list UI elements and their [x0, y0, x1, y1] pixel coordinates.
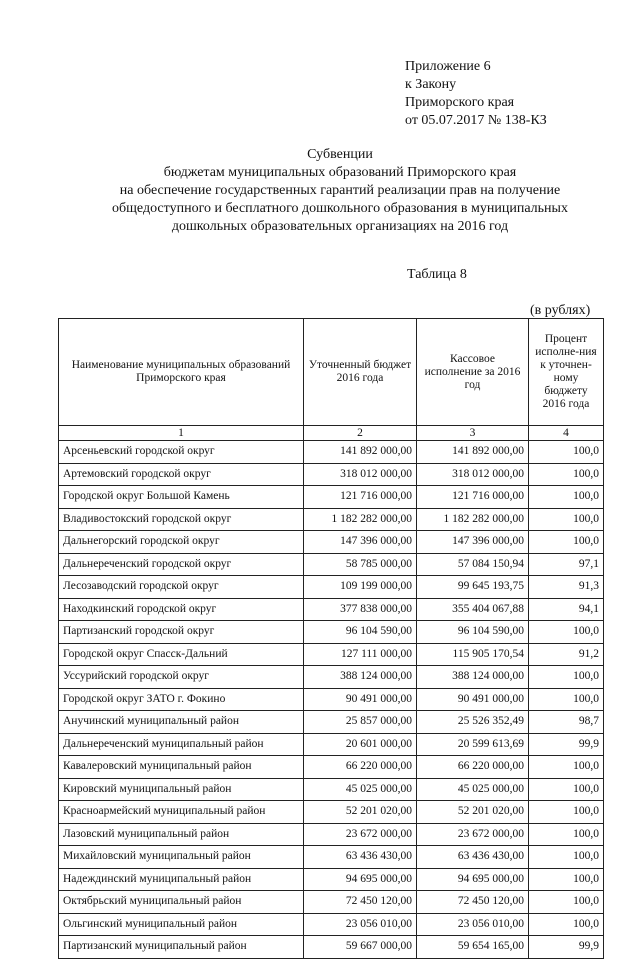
subventions-table [58, 318, 604, 959]
table-row [59, 621, 604, 644]
table-number: Таблица 8 [407, 267, 467, 282]
appendix-line-3: Приморского края [405, 95, 515, 110]
budget-cell: 72 450 120,00 [304, 891, 417, 914]
executed-cell: 20 599 613,69 [417, 733, 529, 756]
column-number-2: 2 [304, 426, 417, 441]
municipality-cell: Артемовский городской округ [59, 463, 304, 486]
table-row [59, 733, 604, 756]
budget-cell: 318 012 000,00 [304, 463, 417, 486]
percent-cell: 100,0 [529, 756, 604, 779]
municipality-cell: Партизанский муниципальный район [59, 936, 304, 959]
executed-cell: 115 905 170,54 [417, 643, 529, 666]
percent-cell: 91,2 [529, 643, 604, 666]
table-row [59, 598, 604, 621]
executed-cell: 59 654 165,00 [417, 936, 529, 959]
budget-cell: 63 436 430,00 [304, 846, 417, 869]
column-number-3: 3 [417, 426, 529, 441]
municipality-cell: Красноармейский муниципальный район [59, 801, 304, 824]
appendix-line-1: Приложение 6 [405, 59, 491, 74]
percent-cell: 100,0 [529, 913, 604, 936]
municipality-cell: Арсеньевский городской округ [59, 441, 304, 464]
municipality-cell: Дальнереченский городской округ [59, 553, 304, 576]
executed-cell: 45 025 000,00 [417, 778, 529, 801]
executed-cell: 23 056 010,00 [417, 913, 529, 936]
table-row [59, 553, 604, 576]
executed-cell: 94 695 000,00 [417, 868, 529, 891]
municipality-cell: Надеждинский муниципальный район [59, 868, 304, 891]
table-row [59, 891, 604, 914]
budget-cell: 96 104 590,00 [304, 621, 417, 644]
table-row [59, 441, 604, 464]
executed-cell: 121 716 000,00 [417, 486, 529, 509]
document-title [40, 146, 640, 236]
table-row [59, 936, 604, 959]
table-row [59, 801, 604, 824]
executed-cell: 66 220 000,00 [417, 756, 529, 779]
table-row [59, 508, 604, 531]
executed-cell: 72 450 120,00 [417, 891, 529, 914]
percent-cell: 100,0 [529, 621, 604, 644]
executed-cell: 52 201 020,00 [417, 801, 529, 824]
percent-cell: 100,0 [529, 666, 604, 689]
table-row [59, 868, 604, 891]
budget-cell: 59 667 000,00 [304, 936, 417, 959]
table-row [59, 643, 604, 666]
municipality-cell: Михайловский муниципальный район [59, 846, 304, 869]
budget-cell: 66 220 000,00 [304, 756, 417, 779]
executed-cell: 318 012 000,00 [417, 463, 529, 486]
municipality-cell: Кировский муниципальный район [59, 778, 304, 801]
executed-cell: 1 182 282 000,00 [417, 508, 529, 531]
percent-cell: 97,1 [529, 553, 604, 576]
budget-cell: 23 056 010,00 [304, 913, 417, 936]
percent-cell: 99,9 [529, 733, 604, 756]
percent-cell: 94,1 [529, 598, 604, 621]
executed-cell: 388 124 000,00 [417, 666, 529, 689]
percent-cell: 100,0 [529, 531, 604, 554]
municipality-cell: Уссурийский городской округ [59, 666, 304, 689]
municipality-cell: Городской округ Большой Камень [59, 486, 304, 509]
municipality-cell: Ольгинский муниципальный район [59, 913, 304, 936]
title-line-4: общедоступного и бесплатного дошкольного образования в муниципальных [112, 201, 568, 216]
title-line-5: дошкольных образовательных организациях на 2016 год [171, 219, 509, 234]
percent-cell: 100,0 [529, 688, 604, 711]
header-row [59, 319, 604, 426]
budget-cell: 147 396 000,00 [304, 531, 417, 554]
municipality-cell: Лазовский муниципальный район [59, 823, 304, 846]
executed-cell: 99 645 193,75 [417, 576, 529, 599]
municipality-cell: Владивостокский городской округ [59, 508, 304, 531]
percent-cell: 100,0 [529, 441, 604, 464]
budget-cell: 23 672 000,00 [304, 823, 417, 846]
municipality-cell: Находкинский городской округ [59, 598, 304, 621]
percent-cell: 100,0 [529, 486, 604, 509]
budget-cell: 20 601 000,00 [304, 733, 417, 756]
header-municipality: Наименование муниципальных образований Приморского края [59, 319, 304, 426]
title-line-3: на обеспечение государственных гарантий реализации прав на получение [119, 183, 561, 198]
table-row [59, 666, 604, 689]
municipality-cell: Анучинский муниципальный район [59, 711, 304, 734]
municipality-cell: Октябрьский муниципальный район [59, 891, 304, 914]
executed-cell: 96 104 590,00 [417, 621, 529, 644]
municipality-cell: Лесозаводский городской округ [59, 576, 304, 599]
column-number-4: 4 [529, 426, 604, 441]
table-row [59, 486, 604, 509]
column-number-row [59, 426, 604, 441]
appendix-line-4: от 05.07.2017 № 138-КЗ [405, 113, 547, 128]
title-line-1: Субвенции [307, 147, 373, 162]
executed-cell: 23 672 000,00 [417, 823, 529, 846]
municipality-cell: Партизанский городской округ [59, 621, 304, 644]
budget-cell: 141 892 000,00 [304, 441, 417, 464]
budget-cell: 52 201 020,00 [304, 801, 417, 824]
percent-cell: 100,0 [529, 778, 604, 801]
municipality-cell: Дальнегорский городской округ [59, 531, 304, 554]
table-row [59, 463, 604, 486]
budget-cell: 25 857 000,00 [304, 711, 417, 734]
header-executed: Кассовое исполнение за 2016 год [417, 319, 529, 426]
executed-cell: 147 396 000,00 [417, 531, 529, 554]
percent-cell: 100,0 [529, 891, 604, 914]
percent-cell: 99,9 [529, 936, 604, 959]
table-row [59, 823, 604, 846]
budget-cell: 377 838 000,00 [304, 598, 417, 621]
percent-cell: 98,7 [529, 711, 604, 734]
table-body [59, 441, 604, 959]
percent-cell: 100,0 [529, 868, 604, 891]
budget-cell: 127 111 000,00 [304, 643, 417, 666]
executed-cell: 90 491 000,00 [417, 688, 529, 711]
units-label: (в рублях) [530, 303, 591, 318]
municipality-cell: Кавалеровский муниципальный район [59, 756, 304, 779]
budget-cell: 388 124 000,00 [304, 666, 417, 689]
budget-cell: 94 695 000,00 [304, 868, 417, 891]
table-row [59, 778, 604, 801]
appendix-block [405, 58, 547, 130]
municipality-cell: Городской округ Спасск-Дальний [59, 643, 304, 666]
percent-cell: 91,3 [529, 576, 604, 599]
header-percent: Процент исполне-ния к уточнен-ному бюджету 2016 года [529, 319, 604, 426]
executed-cell: 141 892 000,00 [417, 441, 529, 464]
executed-cell: 57 084 150,94 [417, 553, 529, 576]
header-budget: Уточненный бюджет 2016 года [304, 319, 417, 426]
budget-cell: 45 025 000,00 [304, 778, 417, 801]
column-number-1: 1 [59, 426, 304, 441]
percent-cell: 100,0 [529, 508, 604, 531]
municipality-cell: Дальнереченский муниципальный район [59, 733, 304, 756]
budget-cell: 90 491 000,00 [304, 688, 417, 711]
appendix-line-2: к Закону [405, 77, 457, 92]
budget-cell: 109 199 000,00 [304, 576, 417, 599]
budget-cell: 1 182 282 000,00 [304, 508, 417, 531]
budget-cell: 58 785 000,00 [304, 553, 417, 576]
budget-cell: 121 716 000,00 [304, 486, 417, 509]
executed-cell: 63 436 430,00 [417, 846, 529, 869]
percent-cell: 100,0 [529, 463, 604, 486]
percent-cell: 100,0 [529, 801, 604, 824]
title-line-2: бюджетам муниципальных образований Приморского края [163, 165, 517, 180]
executed-cell: 25 526 352,49 [417, 711, 529, 734]
executed-cell: 355 404 067,88 [417, 598, 529, 621]
table-row [59, 913, 604, 936]
table-row [59, 531, 604, 554]
percent-cell: 100,0 [529, 823, 604, 846]
percent-cell: 100,0 [529, 846, 604, 869]
table-row [59, 688, 604, 711]
municipality-cell: Городской округ ЗАТО г. Фокино [59, 688, 304, 711]
table-row [59, 711, 604, 734]
table-row [59, 846, 604, 869]
table-row [59, 576, 604, 599]
table-row [59, 756, 604, 779]
